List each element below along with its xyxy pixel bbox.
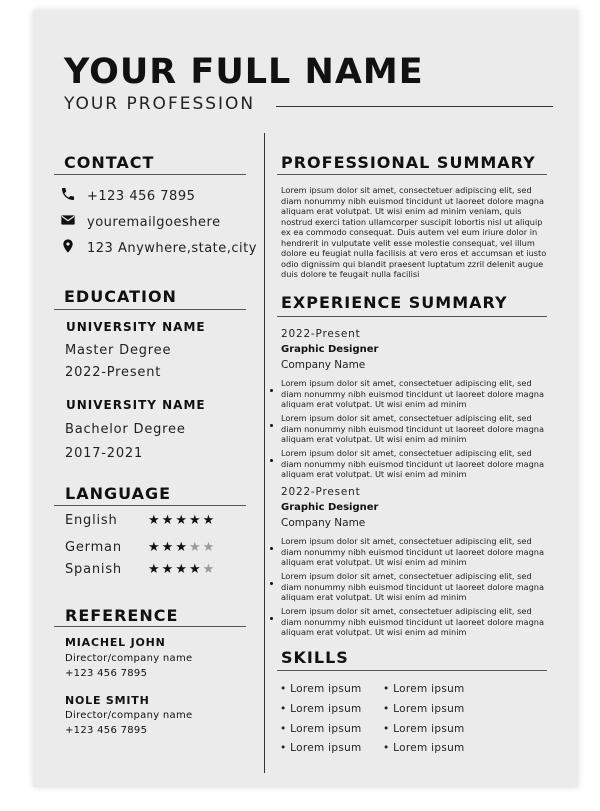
bullet-dot — [270, 582, 273, 585]
star-filled-icon: ★ — [148, 513, 162, 528]
skill-text: Lorem ipsum — [290, 683, 362, 695]
star-rating — [148, 513, 216, 528]
skill-item: • Lorem ipsum — [383, 723, 465, 735]
skills-rule — [277, 670, 547, 671]
mail-icon — [60, 212, 87, 232]
skill-text: Lorem ipsum — [290, 742, 362, 754]
language-heading: LANGUAGE — [65, 484, 172, 503]
language-item — [65, 562, 245, 580]
language-item — [65, 540, 245, 558]
reference-phone: +123 456 7895 — [65, 725, 148, 736]
language-name: English — [65, 513, 118, 528]
skill-text: Lorem ipsum — [393, 703, 465, 715]
star-filled-icon: ★ — [161, 540, 176, 555]
bullet-dot — [270, 547, 273, 550]
contact-rule — [54, 174, 246, 175]
summary-text: Lorem ipsum dolor sit amet, consectetuer adipiscing elit, sed diam nonummy nibh euismod tincidunt ut laoreet dolore magna aliquam erat volutpat. Ut wisi enim ad minim veniam, quis nostrud exerci tation ullamcorper suscipit lobortis nisl ut aliquip ex ea commodo consequat. Duis autem vel eum iriure dolor in hendrerit in vulputate velit esse molestie consequat, vel illum dolore eu feugiat nulla facilisis at vero eros et accumsan et iusto odio dignissim qui blandit praesent luptatum zzril delenit augue duis dolore te feugait nulla facilisi — [281, 185, 547, 279]
education-heading: EDUCATION — [64, 287, 177, 306]
skill-item: • Lorem ipsum — [383, 703, 465, 715]
summary-heading: PROFESSIONAL SUMMARY — [281, 153, 536, 172]
job-bullet-text: Lorem ipsum dolor sit amet, consectetuer adipiscing elit, sed diam nonummy nibh euismod tincidunt ut laoreet dolore magna aliquam erat volutpat. Ut wisi enim ad minim — [281, 536, 544, 567]
reference-heading: REFERENCE — [65, 606, 179, 625]
language-name: German — [65, 540, 122, 555]
skills-heading: SKILLS — [281, 648, 349, 667]
star-empty-icon: ★ — [188, 540, 203, 555]
summary-rule — [277, 174, 547, 175]
star-filled-icon: ★ — [148, 540, 162, 555]
profession: YOUR PROFESSION — [64, 94, 256, 114]
reference-name: MIACHEL JOHN — [65, 636, 166, 649]
reference-rule — [54, 626, 246, 627]
reference-title: Director/company name — [65, 710, 193, 721]
skill-text: Lorem ipsum — [290, 723, 362, 735]
profession-divider — [276, 106, 553, 107]
job-title: Graphic Designer — [281, 344, 379, 355]
star-empty-icon: ★ — [202, 540, 217, 555]
address-text: 123 Anywhere,state,city — [87, 240, 257, 256]
job-bullet-text: Lorem ipsum dolor sit amet, consectetuer adipiscing elit, sed diam nonummy nibh euismod tincidunt ut laoreet dolore magna aliquam erat volutpat. Ut wisi enim ad minim — [281, 606, 544, 637]
job-date: 2022-Present — [281, 486, 361, 498]
reference-phone: +123 456 7895 — [65, 668, 148, 679]
skill-text: Lorem ipsum — [290, 703, 362, 715]
contact-address — [60, 238, 257, 258]
job-bullet-text: Lorem ipsum dolor sit amet, consectetuer adipiscing elit, sed diam nonummy nibh euismod tincidunt ut laoreet dolore magna aliquam erat volutpat. Ut wisi enim ad minim — [281, 571, 544, 602]
column-divider — [264, 133, 265, 773]
experience-heading: EXPERIENCE SUMMARY — [281, 293, 508, 312]
skill-item: • Lorem ipsum — [280, 742, 362, 754]
job-bullet-text: Lorem ipsum dolor sit amet, consectetuer adipiscing elit, sed diam nonummy nibh euismod tincidunt ut laoreet dolore magna aliquam erat volutpat. Ut wisi enim ad minim — [281, 448, 544, 479]
star-rating — [148, 540, 216, 555]
star-filled-icon: ★ — [202, 513, 217, 528]
full-name: YOUR FULL NAME — [64, 52, 424, 92]
reference-title: Director/company name — [65, 653, 193, 664]
star-filled-icon: ★ — [175, 540, 189, 555]
star-empty-icon: ★ — [202, 562, 217, 577]
star-filled-icon: ★ — [188, 513, 203, 528]
education-rule — [54, 309, 246, 310]
reference-name: NOLE SMITH — [65, 694, 150, 707]
bullet-dot — [270, 424, 273, 427]
contact-heading: CONTACT — [64, 153, 155, 172]
contact-email — [60, 212, 221, 232]
star-filled-icon: ★ — [161, 513, 176, 528]
bullet-dot — [270, 617, 273, 620]
job-title: Graphic Designer — [281, 502, 379, 513]
education-years: 2022-Present — [65, 365, 162, 380]
language-item — [65, 513, 245, 531]
education-university: UNIVERSITY NAME — [66, 398, 206, 412]
location-pin-icon — [60, 238, 87, 258]
bullet-dot — [270, 459, 273, 462]
job-date: 2022-Present — [281, 328, 361, 340]
star-filled-icon: ★ — [175, 513, 189, 528]
education-years: 2017-2021 — [65, 446, 144, 461]
skill-text: Lorem ipsum — [393, 723, 465, 735]
email-text: youremailgoeshere — [87, 214, 221, 230]
skill-text: Lorem ipsum — [393, 683, 465, 695]
star-filled-icon: ★ — [161, 562, 176, 577]
job-bullet-text: Lorem ipsum dolor sit amet, consectetuer adipiscing elit, sed diam nonummy nibh euismod tincidunt ut laoreet dolore magna aliquam erat volutpat. Ut wisi enim ad minim — [281, 378, 544, 409]
star-rating — [148, 562, 216, 577]
job-company: Company Name — [281, 359, 366, 371]
bullet-dot — [270, 389, 273, 392]
language-rule — [54, 505, 246, 506]
experience-rule — [277, 316, 547, 317]
education-degree: Bachelor Degree — [65, 422, 186, 437]
skill-item: • Lorem ipsum — [383, 683, 465, 695]
skill-item: • Lorem ipsum — [280, 683, 362, 695]
phone-icon — [60, 186, 87, 206]
skill-item: • Lorem ipsum — [383, 742, 465, 754]
education-degree: Master Degree — [65, 343, 172, 358]
job-bullet-text: Lorem ipsum dolor sit amet, consectetuer adipiscing elit, sed diam nonummy nibh euismod tincidunt ut laoreet dolore magna aliquam erat volutpat. Ut wisi enim ad minim — [281, 413, 544, 444]
skill-item: • Lorem ipsum — [280, 703, 362, 715]
star-filled-icon: ★ — [188, 562, 203, 577]
star-filled-icon: ★ — [175, 562, 189, 577]
job-company: Company Name — [281, 517, 366, 529]
skill-text: Lorem ipsum — [393, 742, 465, 754]
phone-text: +123 456 7895 — [87, 188, 196, 204]
language-name: Spanish — [65, 562, 122, 577]
education-university: UNIVERSITY NAME — [66, 320, 206, 334]
contact-phone — [60, 186, 195, 206]
star-filled-icon: ★ — [148, 562, 162, 577]
skill-item: • Lorem ipsum — [280, 723, 362, 735]
